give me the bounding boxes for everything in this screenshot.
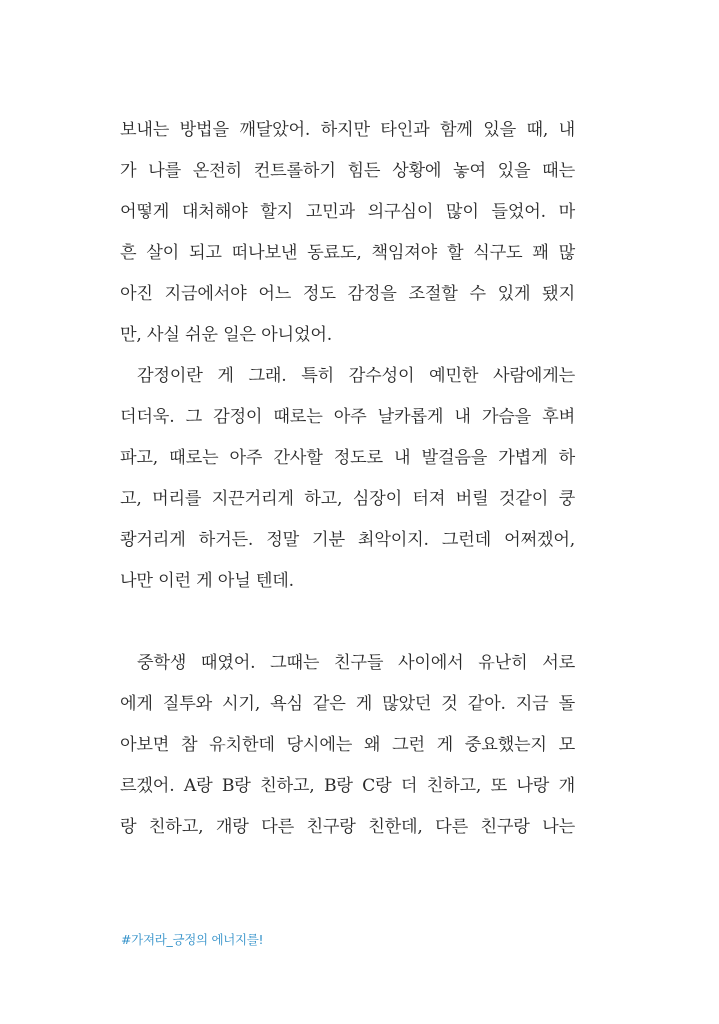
text-line: 고, 머리를 지끈거리게 하고, 심장이 터져 버릴 것같이 쿵 (120, 489, 575, 509)
text-line: 아보면 참 유치한데 당시에는 왜 그런 게 중요했는지 모 (120, 735, 575, 755)
paragraph-1 (120, 110, 575, 356)
body-text (120, 110, 575, 848)
text-line: 가 나를 온전히 컨트롤하기 힘든 상황에 놓여 있을 때는 (120, 161, 575, 181)
text-line: 더더욱. 그 감정이 때로는 아주 날카롭게 내 가슴을 후벼 (120, 407, 575, 427)
text-line: 감정이란 게 그래. 특히 감수성이 예민한 사람에게는 (137, 366, 575, 386)
paragraph-3 (120, 643, 575, 848)
text-line: 나만 이런 게 아닐 텐데. (120, 571, 294, 591)
text-line: 중학생 때였어. 그때는 친구들 사이에서 유난히 서로 (137, 653, 575, 673)
text-line: 흔 살이 되고 떠나보낸 동료도, 책임져야 할 식구도 꽤 많 (120, 243, 575, 263)
text-line: 쾅거리게 하거든. 정말 기분 최악이지. 그런데 어쩌겠어, (120, 530, 575, 550)
paragraph-2 (120, 356, 575, 602)
paragraph-gap (120, 602, 575, 643)
text-line: 만, 사실 쉬운 일은 아니었어. (120, 325, 333, 345)
text-line: 어떻게 대처해야 할지 고민과 의구심이 많이 들었어. 마 (120, 202, 575, 222)
text-line: 보내는 방법을 깨달았어. 하지만 타인과 함께 있을 때, 내 (120, 120, 575, 140)
footer-hashtag: #가져라_긍정의 에너지를! (121, 932, 264, 947)
text-line: 파고, 때로는 아주 간사할 정도로 내 발걸음을 가볍게 하 (120, 448, 575, 468)
text-line: 아진 지금에서야 어느 정도 감정을 조절할 수 있게 됐지 (120, 284, 575, 304)
text-line: 랑 친하고, 개랑 다른 친구랑 친한데, 다른 친구랑 나는 (120, 817, 575, 837)
text-line: 르겠어. A랑 B랑 친하고, B랑 C랑 더 친하고, 또 나랑 개 (120, 776, 575, 796)
text-line: 에게 질투와 시기, 욕심 같은 게 많았던 것 같아. 지금 돌 (120, 694, 575, 714)
